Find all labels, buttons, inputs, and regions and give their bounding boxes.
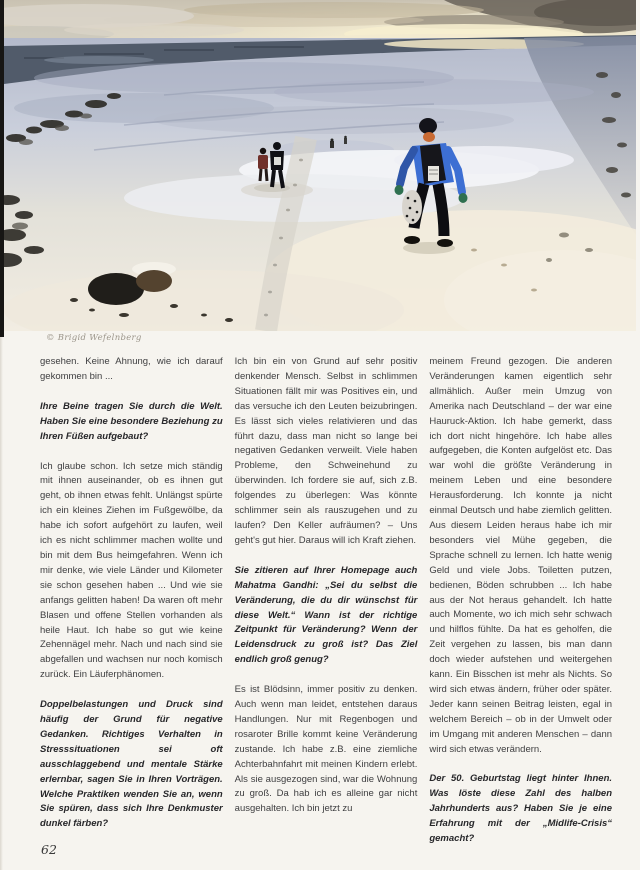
answer-paragraph: Es ist Blödsinn, immer positiv zu denken. Auch wenn man leidet, entstehen daraus Handlungen. Nur mit Regenbogen und rosaroter Brille kommt keine Veränderung zustande. Ich habe z.B. eine ziemliche Achterbahnfahrt mit meinen Kindern erlebt. Als sie ausgezogen sind, war die Wohnung zu groß. Da hab ich es alleine gar nicht ausgehalten. Ich bin jetzt zu [234, 684, 418, 815]
answer-paragraph: Ich glaube schon. Ich setze mich ständig mit ihnen auseinander, ob es ihnen gut geht, ob ihnen etwas fehlt. Unlängst spürte ich ein kleines Ziehen im Fußgewölbe, da habe ich sofort aufgehört zu laufen, weil ich es nicht schlimmer machen wollte und bin mit dem Bus heimgefahren. Wenn ich mir denke, wie viele Länder und Kilometer sie schon gesehen haben ... Und wie sie anfangs gelitten haben! Da waren oft mehr Blasen und offene Stellen vorhanden als heile Haut. Ich habe so gut wie keine Zehennägel mehr. Nach und nach sind sie abgefallen und wachsen nur noch komisch zurück. Ein Läuferphänomen. [40, 460, 223, 681]
article-column-1 [40, 355, 223, 862]
hero-photo [0, 0, 640, 331]
scan-binding-edge [0, 0, 4, 337]
answer-paragraph: gesehen. Keine Ahnung, wie ich darauf gekommen bin ... [40, 356, 223, 382]
snow-mountain-photo-illustration [4, 0, 636, 331]
article-columns [40, 355, 612, 862]
answer-paragraph: meinem Freund gezogen. Die anderen Veränderungen kamen eigentlich sehr allmählich. Außer mein Umzug von Amerika nach Deutschland – der war eine Hauruck-Aktion. Ich habe gemerkt, dass ich dort nicht hingehöre. Ich habe alles aufgegeben, die Konten aufgelöst etc. Das war wohl die größte Veränderung in meinem Leben und eine besondere Herausforderung. Ich konnte ja nicht einmal Deutsch und habe ziemlich gelitten. Aus diesem Leiden heraus habe ich mir besonders viel Mühe gegeben, die Sprache schnell zu lernen. Ich hatte wenig Geld und viele Jobs. Toiletten putzen, bedienen, Böden schrubben ... Ich habe aus der Not heraus gehandelt. Ich hatte auch Momente, wo ich mich sehr schwach und hilflos fühlte. Da hat es geholfen, die Zeit vergehen zu lassen, bis man dann doch wieder aufstehen und weitergehen kann. Ein Bisschen ist mehr als Nichts. So wird sich etwas ändern, früher oder später. Jeder kann seinen Beitrag leisten, egal in welchem Bereich – ob in der Umwelt oder im Umgang mit anderen Menschen – dann wird sich etwas verändern. [429, 356, 613, 755]
interview-question: Ihre Beine tragen Sie durch die Welt. Haben Sie eine besondere Beziehung zu Ihren Füßen aufgebaut? [40, 400, 223, 442]
answer-paragraph: Ich bin ein von Grund auf sehr positiv denkender Mensch. Selbst in schlimmen Situationen fällt mir was Positives ein, und das versuche ich den Leuten beizubringen. Es lässt sich vieles relativieren und das führt dazu, dass man nicht so lange bei negativen Gedanken verweilt. Viele haben Probleme, den Schweinehund zu überwinden. Ich fordere sie auf, sich z.B. folgendes zu überlegen: Was könnte schlimmer sein als rauszugehen und zu laufen? Den Keller aufräumen? – Uns geht's gut hier. Daraus will ich Kraft ziehen. [234, 356, 418, 546]
article-column-2 [235, 355, 418, 862]
article-column-3 [429, 355, 612, 862]
interview-question: Doppelbelastungen und Druck sind häufig der Grund für negative Gedanken. Richtiges Verhalten in Stresssituationen sei oft ausschlaggebend und mentale Stärke erlernbar, sagen Sie in Ihren Vorträgen. Welche Praktiken wenden Sie an, wenn Sie spüren, dass sich Ihre Denkmuster dunkel färben? [40, 699, 223, 830]
scan-binding-shadow [0, 337, 3, 870]
interview-question: Der 50. Geburtstag liegt hinter Ihnen. Was löste diese Zahl des halben Jahrhunderts aus? Haben Sie je eine Erfahrung mit der „Midlife-Crisis“ gemacht? [429, 773, 613, 845]
interview-question: Sie zitieren auf Ihrer Homepage auch Mahatma Gandhi: „Sei du selbst die Veränderung, die du dir wünschst für diese Welt.“ Wann ist der richtige Zeitpunkt für Veränderung? Wenn der Leidensdruck zu groß ist? Das Ziel endlich groß genug? [234, 564, 418, 666]
page-number: 62 [41, 842, 57, 857]
photo-credit: © Brigid Wefelnberg [46, 333, 142, 343]
